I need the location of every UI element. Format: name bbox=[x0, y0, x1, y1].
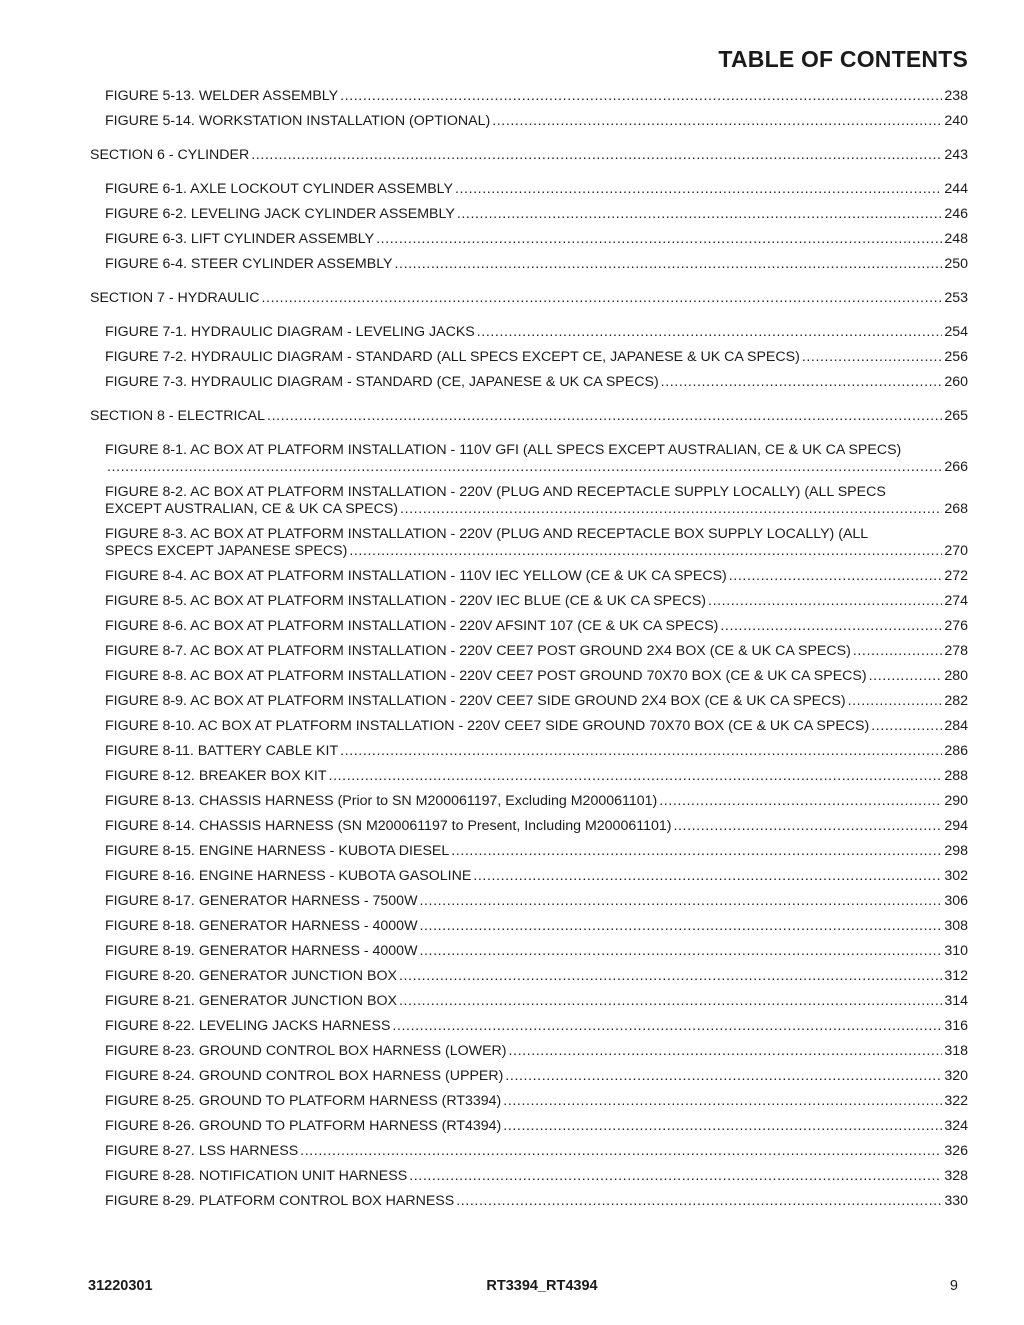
toc-page-number: 268 bbox=[944, 501, 968, 517]
toc-entry-title: FIGURE 6-2. LEVELING JACK CYLINDER ASSEMBLY bbox=[105, 206, 455, 222]
toc-entry-title: FIGURE 8-5. AC BOX AT PLATFORM INSTALLATION - 220V IEC BLUE (CE & UK CA SPECS) bbox=[105, 593, 707, 609]
toc-entry-title: FIGURE 8-3. AC BOX AT PLATFORM INSTALLATION - 220V (PLUG AND RECEPTACLE BOX SUPPLY LOCALLY) (ALL bbox=[105, 526, 869, 542]
dot-leader bbox=[509, 1043, 943, 1060]
toc-entry-title: FIGURE 8-22. LEVELING JACKS HARNESS bbox=[105, 1018, 391, 1034]
toc-page-number: 326 bbox=[944, 1143, 968, 1159]
dot-leader bbox=[871, 718, 942, 735]
dot-leader bbox=[473, 868, 942, 885]
toc-entry-title-continued: EXCEPT AUSTRALIAN, CE & UK CA SPECS) bbox=[105, 501, 399, 517]
toc-page-number: 302 bbox=[944, 868, 968, 884]
toc-section-entry[interactable] bbox=[90, 290, 968, 307]
dot-leader bbox=[419, 918, 942, 935]
toc-entry-title: FIGURE 8-26. GROUND TO PLATFORM HARNESS (RT4394) bbox=[105, 1118, 502, 1134]
toc-figure-entry[interactable] bbox=[105, 88, 968, 105]
toc-page-number: 253 bbox=[944, 290, 968, 306]
toc-figure-entry[interactable] bbox=[105, 324, 968, 341]
toc-page-number: 294 bbox=[944, 818, 968, 834]
toc-entry-title: FIGURE 8-18. GENERATOR HARNESS - 4000W bbox=[105, 918, 418, 934]
toc-figure-entry[interactable] bbox=[105, 818, 968, 835]
toc-page-number: 330 bbox=[944, 1193, 968, 1209]
dot-leader bbox=[457, 206, 943, 223]
toc-page-number: 324 bbox=[944, 1118, 968, 1134]
toc-figure-entry[interactable] bbox=[105, 113, 968, 130]
toc-figure-entry[interactable] bbox=[105, 1143, 968, 1160]
toc-page-number: 306 bbox=[944, 893, 968, 909]
toc-page-number: 328 bbox=[944, 1168, 968, 1184]
toc-page-number: 280 bbox=[944, 668, 968, 684]
toc-page-number: 240 bbox=[944, 113, 968, 129]
dot-leader bbox=[400, 501, 942, 518]
toc-entry-title: FIGURE 8-21. GENERATOR JUNCTION BOX bbox=[105, 993, 397, 1009]
dot-leader bbox=[869, 668, 943, 685]
dot-leader bbox=[419, 893, 942, 910]
toc-figure-entry[interactable] bbox=[105, 1193, 968, 1210]
toc-page-number: 270 bbox=[944, 543, 968, 559]
dot-leader bbox=[503, 1118, 942, 1135]
dot-leader bbox=[329, 768, 943, 785]
toc-page-number: 308 bbox=[944, 918, 968, 934]
toc-figure-entry[interactable] bbox=[105, 968, 968, 985]
toc-entry-title: SECTION 7 - HYDRAULIC bbox=[90, 290, 260, 306]
toc-figure-entry[interactable] bbox=[105, 843, 968, 860]
toc-entry-title: FIGURE 8-12. BREAKER BOX KIT bbox=[105, 768, 327, 784]
toc-figure-entry[interactable] bbox=[105, 231, 968, 248]
dot-leader bbox=[262, 290, 943, 307]
toc-figure-entry[interactable] bbox=[105, 1118, 968, 1135]
toc-figure-entry[interactable] bbox=[105, 618, 968, 635]
toc-entry-title: FIGURE 8-2. AC BOX AT PLATFORM INSTALLATION - 220V (PLUG AND RECEPTACLE SUPPLY LOCALLY) (ALL SPECS bbox=[105, 484, 886, 500]
toc-figure-entry[interactable] bbox=[105, 568, 968, 585]
toc-entry-title: FIGURE 8-27. LSS HARNESS bbox=[105, 1143, 299, 1159]
toc-entry-title: FIGURE 8-25. GROUND TO PLATFORM HARNESS (RT3394) bbox=[105, 1093, 502, 1109]
toc-page-number: 278 bbox=[944, 643, 968, 659]
toc-entry-title: FIGURE 8-7. AC BOX AT PLATFORM INSTALLATION - 220V CEE7 POST GROUND 2X4 BOX (CE & UK CA SPECS) bbox=[105, 643, 851, 659]
dot-leader bbox=[340, 88, 942, 105]
toc-page-number: 256 bbox=[944, 349, 968, 365]
toc-page-number: 243 bbox=[944, 147, 968, 163]
toc-page-number: 266 bbox=[944, 459, 968, 475]
toc-page-number: 290 bbox=[944, 793, 968, 809]
toc-page-number: 320 bbox=[944, 1068, 968, 1084]
toc-figure-entry[interactable] bbox=[105, 1068, 968, 1085]
toc-entry-title: FIGURE 8-28. NOTIFICATION UNIT HARNESS bbox=[105, 1168, 408, 1184]
toc-figure-entry[interactable] bbox=[105, 793, 968, 810]
dot-leader bbox=[340, 743, 942, 760]
toc-figure-entry[interactable] bbox=[105, 918, 968, 935]
toc-entry-title: FIGURE 7-2. HYDRAULIC DIAGRAM - STANDARD (ALL SPECS EXCEPT CE, JAPANESE & UK CA SPECS) bbox=[105, 349, 800, 365]
page-footer bbox=[0, 1278, 1024, 1298]
toc-figure-entry[interactable] bbox=[105, 256, 968, 273]
dot-leader bbox=[300, 1143, 942, 1160]
toc-page-number: 312 bbox=[944, 968, 968, 984]
toc-entry-title: FIGURE 6-1. AXLE LOCKOUT CYLINDER ASSEMBLY bbox=[105, 181, 453, 197]
toc-page-number: 310 bbox=[944, 943, 968, 959]
toc-figure-entry[interactable] bbox=[105, 374, 968, 391]
toc-page-number: 238 bbox=[944, 88, 968, 104]
toc-figure-entry[interactable] bbox=[105, 693, 968, 710]
toc-entry-title: FIGURE 8-17. GENERATOR HARNESS - 7500W bbox=[105, 893, 418, 909]
toc-figure-entry[interactable] bbox=[105, 943, 968, 960]
toc-page-number: 250 bbox=[944, 256, 968, 272]
toc-page-number: 284 bbox=[944, 718, 968, 734]
toc-figure-entry[interactable] bbox=[105, 1168, 968, 1185]
toc-page-number: 265 bbox=[944, 408, 968, 424]
dot-leader bbox=[503, 1093, 942, 1110]
toc-entry-title: FIGURE 8-23. GROUND CONTROL BOX HARNESS (LOWER) bbox=[105, 1043, 507, 1059]
dot-leader bbox=[399, 993, 942, 1010]
dot-leader bbox=[659, 793, 942, 810]
toc-page-number: 272 bbox=[944, 568, 968, 584]
toc-page-number: 288 bbox=[944, 768, 968, 784]
toc-entry-title: FIGURE 8-29. PLATFORM CONTROL BOX HARNESS bbox=[105, 1193, 455, 1209]
toc-figure-entry[interactable] bbox=[105, 349, 968, 366]
dot-leader bbox=[399, 968, 942, 985]
toc-entry-title: FIGURE 7-1. HYDRAULIC DIAGRAM - LEVELING JACKS bbox=[105, 324, 475, 340]
toc-figure-entry[interactable] bbox=[105, 993, 968, 1010]
dot-leader bbox=[505, 1068, 942, 1085]
toc-page-number: 314 bbox=[944, 993, 968, 1009]
dot-leader bbox=[409, 1168, 942, 1185]
dot-leader bbox=[661, 374, 943, 391]
toc-entry-title: SECTION 8 - ELECTRICAL bbox=[90, 408, 266, 424]
dot-leader bbox=[376, 231, 942, 248]
toc-entry-title: FIGURE 8-20. GENERATOR JUNCTION BOX bbox=[105, 968, 397, 984]
toc-entry-title: FIGURE 8-15. ENGINE HARNESS - KUBOTA DIESEL bbox=[105, 843, 450, 859]
toc-entry-title-continued: SPECS EXCEPT JAPANESE SPECS) bbox=[105, 543, 348, 559]
dot-leader bbox=[456, 1193, 942, 1210]
footer-document-number: 31220301 bbox=[88, 1278, 153, 1294]
toc-page-number: 254 bbox=[944, 324, 968, 340]
toc-page-number: 322 bbox=[944, 1093, 968, 1109]
dot-leader bbox=[451, 843, 942, 860]
dot-leader bbox=[708, 593, 942, 610]
toc-figure-entry[interactable] bbox=[105, 893, 968, 910]
dot-leader bbox=[107, 459, 942, 476]
toc-figure-entry[interactable] bbox=[105, 643, 968, 660]
toc-section-entry[interactable] bbox=[90, 408, 968, 425]
dot-leader bbox=[349, 543, 942, 560]
toc-figure-entry[interactable] bbox=[105, 768, 968, 785]
toc-page-number: 282 bbox=[944, 693, 968, 709]
toc-page-number: 318 bbox=[944, 1043, 968, 1059]
dot-leader bbox=[673, 818, 942, 835]
toc-figure-entry[interactable] bbox=[105, 1018, 968, 1035]
toc-entry-title: FIGURE 8-8. AC BOX AT PLATFORM INSTALLATION - 220V CEE7 POST GROUND 70X70 BOX (CE & UK CA SPECS) bbox=[105, 668, 867, 684]
dot-leader bbox=[395, 256, 943, 273]
toc-page-number: 260 bbox=[944, 374, 968, 390]
toc-page-number: 286 bbox=[944, 743, 968, 759]
toc-figure-entry[interactable] bbox=[105, 1093, 968, 1110]
toc-entry-title: FIGURE 8-16. ENGINE HARNESS - KUBOTA GASOLINE bbox=[105, 868, 472, 884]
toc-figure-entry[interactable] bbox=[105, 206, 968, 223]
toc-page-number: 248 bbox=[944, 231, 968, 247]
toc-entry-title: FIGURE 7-3. HYDRAULIC DIAGRAM - STANDARD (CE, JAPANESE & UK CA SPECS) bbox=[105, 374, 659, 390]
toc-entry-title: SECTION 6 - CYLINDER bbox=[90, 147, 250, 163]
toc-entry-title: FIGURE 5-14. WORKSTATION INSTALLATION (OPTIONAL) bbox=[105, 113, 491, 129]
toc-entry-title: FIGURE 8-6. AC BOX AT PLATFORM INSTALLATION - 220V AFSINT 107 (CE & UK CA SPECS) bbox=[105, 618, 719, 634]
toc-entry-title: FIGURE 6-4. STEER CYLINDER ASSEMBLY bbox=[105, 256, 393, 272]
dot-leader bbox=[492, 113, 942, 130]
toc-figure-entry[interactable] bbox=[105, 1043, 968, 1060]
toc-entry-title: FIGURE 6-3. LIFT CYLINDER ASSEMBLY bbox=[105, 231, 375, 247]
dot-leader bbox=[251, 147, 942, 164]
dot-leader bbox=[267, 408, 942, 425]
dot-leader bbox=[392, 1018, 942, 1035]
toc-page-number: 316 bbox=[944, 1018, 968, 1034]
toc-page-number: 298 bbox=[944, 843, 968, 859]
footer-page-number: 9 bbox=[949, 1278, 958, 1294]
toc-page-number: 276 bbox=[944, 618, 968, 634]
toc-page-number: 246 bbox=[944, 206, 968, 222]
toc-figure-entry[interactable] bbox=[105, 526, 968, 560]
toc-entry-title: FIGURE 8-19. GENERATOR HARNESS - 4000W bbox=[105, 943, 418, 959]
toc-figure-entry[interactable] bbox=[105, 668, 968, 685]
toc-entry-title: FIGURE 8-11. BATTERY CABLE KIT bbox=[105, 743, 339, 759]
toc-figure-entry[interactable] bbox=[105, 442, 968, 476]
toc-entry-title: FIGURE 8-24. GROUND CONTROL BOX HARNESS (UPPER) bbox=[105, 1068, 504, 1084]
footer-model: RT3394_RT4394 bbox=[486, 1278, 598, 1294]
toc-figure-entry[interactable] bbox=[105, 718, 968, 735]
toc-figure-entry[interactable] bbox=[105, 593, 968, 610]
dot-leader bbox=[477, 324, 943, 341]
dot-leader bbox=[729, 568, 943, 585]
dot-leader bbox=[455, 181, 942, 198]
toc-figure-entry[interactable] bbox=[105, 181, 968, 198]
toc-entry-title: FIGURE 8-4. AC BOX AT PLATFORM INSTALLATION - 110V IEC YELLOW (CE & UK CA SPECS) bbox=[105, 568, 727, 584]
dot-leader bbox=[720, 618, 942, 635]
toc-entry-title: FIGURE 5-13. WELDER ASSEMBLY bbox=[105, 88, 339, 104]
toc-figure-entry[interactable] bbox=[105, 868, 968, 885]
toc-entry-title: FIGURE 8-14. CHASSIS HARNESS (SN M200061197 to Present, Including M200061101) bbox=[105, 818, 672, 834]
dot-leader bbox=[419, 943, 942, 960]
toc-entry-title: FIGURE 8-13. CHASSIS HARNESS (Prior to SN M200061197, Excluding M200061101) bbox=[105, 793, 658, 809]
table-of-contents bbox=[0, 88, 1024, 1210]
toc-entry-title: FIGURE 8-1. AC BOX AT PLATFORM INSTALLATION - 110V GFI (ALL SPECS EXCEPT AUSTRALIAN, CE & UK CA SPECS) bbox=[105, 442, 902, 458]
dot-leader bbox=[848, 693, 943, 710]
toc-entry-title: FIGURE 8-9. AC BOX AT PLATFORM INSTALLATION - 220V CEE7 SIDE GROUND 2X4 BOX (CE & UK CA SPECS) bbox=[105, 693, 846, 709]
page-title: TABLE OF CONTENTS bbox=[718, 46, 968, 72]
toc-page-number: 274 bbox=[944, 593, 968, 609]
toc-figure-entry[interactable] bbox=[105, 484, 968, 518]
toc-entry-title: FIGURE 8-10. AC BOX AT PLATFORM INSTALLATION - 220V CEE7 SIDE GROUND 70X70 BOX (CE & UK CA SPECS) bbox=[105, 718, 870, 734]
toc-page-number: 244 bbox=[944, 181, 968, 197]
dot-leader bbox=[802, 349, 943, 366]
toc-section-entry[interactable] bbox=[90, 147, 968, 164]
toc-figure-entry[interactable] bbox=[105, 743, 968, 760]
dot-leader bbox=[853, 643, 943, 660]
